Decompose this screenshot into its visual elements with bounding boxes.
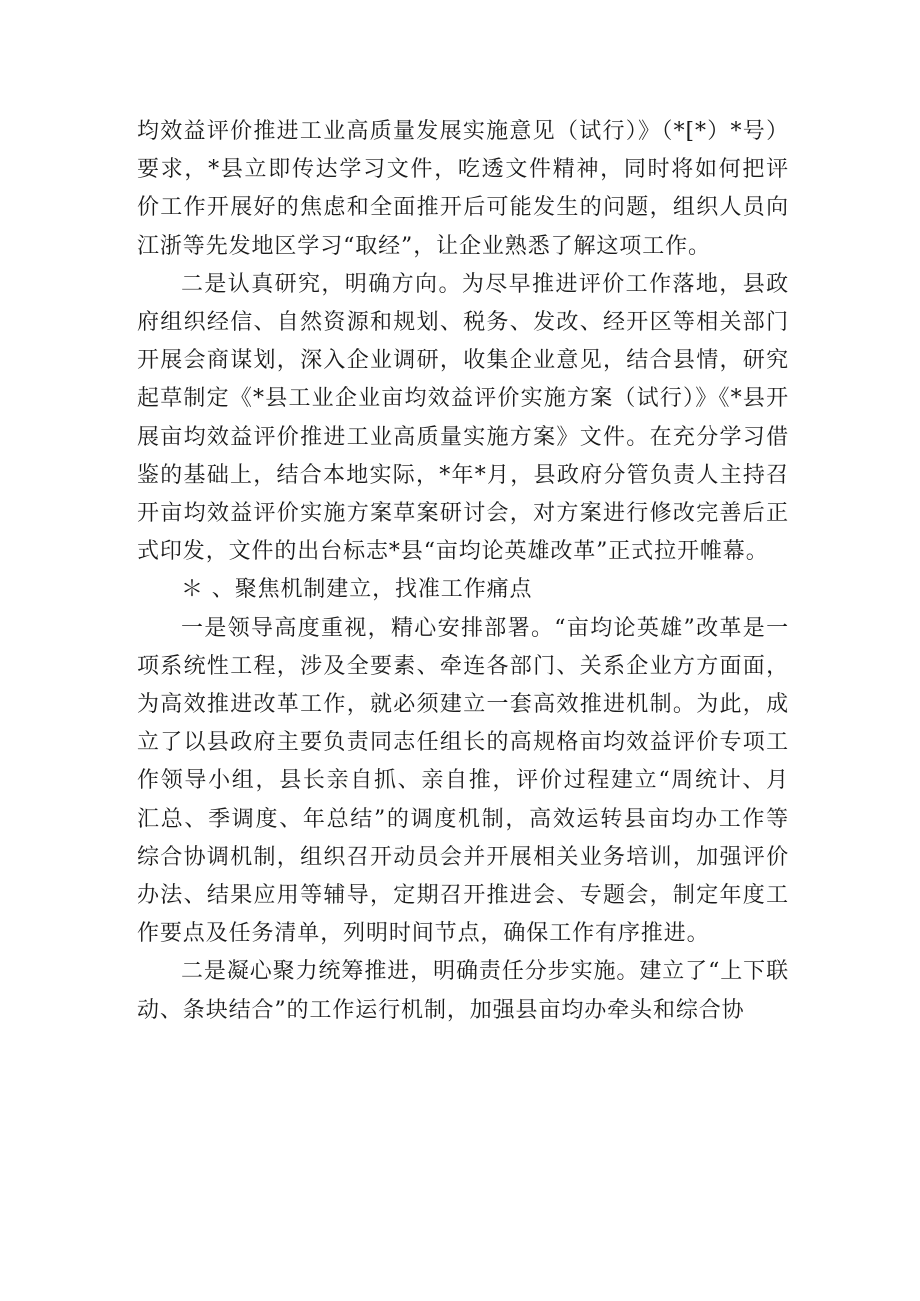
document-body bbox=[137, 113, 789, 1030]
paragraph-continuation: 均效益评价推进工业高质量发展实施意见（试行）》（*[*）*号）要求，*县立即传达学习文件，吃透文件精神，同时将如何把评价工作开展好的焦虑和全面推开后可能发生的问题，组织人员向江浙等先发地区学习“取经”，让企业熟悉了解这项工作。 bbox=[137, 119, 789, 259]
section-heading-mechanism: ＊ 、聚焦机制建立，找准工作痛点 bbox=[181, 577, 533, 603]
paragraph-leadership: 一是领导高度重视，精心安排部署。“亩均论英雄”改革是一项系统性工程，涉及全要素、牵连各部门、关系企业方方面面，为高效推进改革工作，就必须建立一套高效推进机制。为此，成立了以县政府主要负责同志任组长的高规格亩均效益评价专项工作领导小组，县长亲自抓、亲自推，评价过程建立“周统计、月汇总、季调度、年总结”的调度机制，高效运转县亩均办工作等综合协调机制，组织召开动员会并开展相关业务培训，加强评价办法、结果应用等辅导，定期召开推进会、专题会，制定年度工作要点及任务清单，列明时间节点，确保工作有序推进。 bbox=[137, 615, 789, 947]
paragraph-research-direction: 二是认真研究，明确方向。为尽早推进评价工作落地，县政府组织经信、自然资源和规划、税务、发改、经开区等相关部门开展会商谋划，深入企业调研，收集企业意见，结合县情，研究起草制定《*县工业企业亩均效益评价实施方案（试行）》《*县开展亩均效益评价推进工业高质量实施方案》文件。在充分学习借鉴的基础上，结合本地实际，*年*月，县政府分管负责人主持召开亩均效益评价实施方案草案研讨会，对方案进行修改完善后正式印发，文件的出台标志*县“亩均论英雄改革”正式拉开帷幕。 bbox=[137, 271, 789, 565]
paragraph-coordination: 二是凝心聚力统筹推进，明确责任分步实施。建立了“上下联动、条块结合”的工作运行机制，加强县亩均办牵头和综合协 bbox=[137, 959, 789, 1023]
